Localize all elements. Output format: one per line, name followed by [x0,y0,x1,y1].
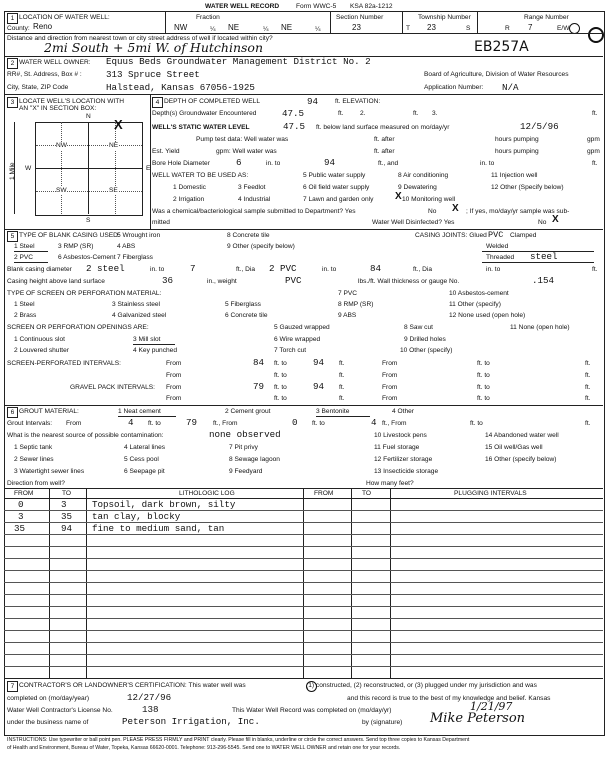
log-rule-line [4,654,603,655]
form-outer-border [4,11,605,736]
section-3-number: 3 [7,97,18,108]
quadrant-nw: NW [56,142,67,149]
chem-sample-label: Was a chemical/bacteriological sample submitted to Department? Yes [152,208,356,215]
grout-to-2: 4 [371,417,377,428]
section-number-label: Section Number [336,14,384,21]
screen-pvc: 7 PVC [338,290,358,297]
log-rule-line [4,546,603,547]
address-label: RR#, St. Address, Box # : [7,71,82,78]
grout-intervals-label: Grout Intervals: [7,420,53,427]
est-yield-label: Est. Yield [152,148,180,155]
casing-weight-value: PVC [285,275,302,286]
casing-pvc: 2 PVC [14,254,34,261]
distance-label: Distance and direction from nearest town or city street address of well if located within city? [7,35,273,42]
grout-from-2: 0 [292,417,298,428]
section-2-number: 2 [7,58,18,69]
record-date: 1/21/97 [470,700,513,713]
bore-depth: 94 [324,157,336,168]
distance-value: 2mi South + 5mi W. of Hutchinson [44,40,263,55]
log-row-from: 3 [18,511,24,522]
business-value: Peterson Irrigation, Inc. [122,716,260,727]
log-rule-line [4,606,603,607]
location-label: LOCATION OF WATER WELL: [19,14,110,21]
gravel-interval-to: 94 [313,381,325,392]
section-5-number: 5 [7,231,18,242]
section-4-number: 4 [152,97,163,108]
quadrant-se: SE [109,187,118,194]
log-row-description: fine to medium sand, tan [92,523,225,534]
gauge-value: .154 [532,275,555,286]
groundwater-1: 47.5 [282,108,305,119]
county-value: Reno [33,22,53,31]
chem-no-mark: X [452,203,459,214]
casing-steel: 1 Steel [14,243,35,250]
diameter-1: 2 steel [86,263,125,274]
contamination-value: none observed [209,429,281,440]
disinfected-no-mark: X [552,214,559,225]
disinfected-label: Water Well Disinfected? Yes [372,219,455,226]
instructions-line-1: INSTRUCTIONS: Use typewriter or ball point pen. PLEASE PRESS FIRMLY and PRINT clearly. Please fill in blanks, underline or circle the correct answers. Send top three copies to Kansas Department [7,737,470,743]
section-1-number: 1 [7,13,18,24]
section-box [35,122,143,216]
direction-label: Direction from well? [7,480,65,487]
owner-label: WATER WELL OWNER: [19,59,91,66]
log-row-from: 35 [14,523,26,534]
use-monitoring: 10 Monitoring well [402,196,456,203]
how-many-feet-label: How many feet? [366,480,414,487]
use-monitoring-mark: X [395,191,402,202]
compass-w: W [25,165,32,172]
groundwater-label: Depth(s) Groundwater Encountered [152,110,257,117]
log-header-to-2: TO [362,490,372,497]
static-date: 12/5/96 [520,121,559,132]
section-number-value: 23 [352,23,361,32]
log-header-from: FROM [14,490,34,497]
certification-label: CONTRACTOR'S OR LANDOWNER'S CERTIFICATION: This water well was [19,682,246,689]
quadrant-sw: SW [56,187,67,194]
instructions-line-2: of Health and Environment, Bureau of Water, Topeka, Kansas 66620-0001. Telephone: 913-296-5545. Send one to WATER WELL OWNER and retain one for your records. [7,745,401,751]
grout-material-label: GROUT MATERIAL: [19,408,79,415]
log-rule-line [4,582,603,583]
casing-type-label: TYPE OF BLANK CASING USED: [19,232,120,239]
log-rule-line [4,594,603,595]
opening-mill-slot: 3 Mill slot [133,336,161,343]
water-well-record-form: WATER WELL RECORD Form WWC-5 KSA 82a-1212 1 LOCATION OF WATER WELL: County: Reno Fraction NW ¼ NE ¼ NE ¼ Section Number 23 Township Number T 23 S Range Number R 7 E/W Distance and direction from nearest town or city street address of well if located within city? 2mi South + 5mi W. of Hutchinson EB257A 2 WATER WELL OWNER: Equus Beds Groundwater Management District No. 2 RR#, St. Address, Box # : 313 Spruce Street Board of Agriculture, Division of Water Resources City, State, ZIP Code Halstead, Kansas 67056-1925 Application Number: N/A 3 LOCATE WELL'S LOCATION WITH AN "X" IN SECTION BOX: N S W E 1 Mile NW NE SW SE X 4 DEPTH OF COMPLETED WELL 94 ft. ELEVATION: Depth(s) Groundwater Encountered 47.5 ft. 2. ft. 3. ft. WELL'S STATIC WATER LEVEL 47.5 ft. below land surface measured on mo/day/yr 12/5/96 Pump test data: Well water was ft. after hours pumping gpm Est. Yield gpm: Well water was ft. after hours pumping gpm Bore Hole Diameter 6 in. to 94 ft., and in. to ft. WELL WATER TO BE USED AS: 5 Public water supply 8 Air conditioning 11 Injection well 1 Domestic 3 Feedlot 6 Oil field water supply 9 Dewatering 12 Other (Specify below) 2 Irrigation 4 Industrial 7 Lawn and garden only 10 Monitoring well X Was a chemical/bacteriological sample submitted to Department? Yes No X ; If yes, mo/day/yr sample was sub- mitted Water Well Disinfected? Yes No X 5 TYPE OF BLANK CASING USED: 5 Wrought iron 8 Concrete tile CASING JOINTS: Glued PVC Clamped 1 Steel 3 RMP (SR) 4 ABS 9 Other (specify below) Welded 2 PVC 6 Asbestos-Cement 7 Fiberglass Threaded steel Blank casing diameter 2 steel in. to 7 ft., Dia 2 PVC in. to 84 ft., Dia in. to ft. Casing height above land surface 36 in., weight PVC lbs./ft. Wall thickness or gauge No. .154 TYPE OF SCREEN OR PERFORATION MATERIAL: 7 PVC 10 Asbestos-cement 1 Steel 3 Stainless steel 5 Fiberglass 8 RMP (SR) 11 Other (specify) 2 Brass 4 Galvanized steel 6 Concrete tile 9 ABS 12 None used (open hole) SCREEN OR PERFORATION OPENINGS ARE: 5 Gauzed wrapped 8 Saw cut 11 None (open hole) 1 Continuous slot 3 Mill slot 6 Wire wrapped 9 Drilled holes 2 Louvered shutter 4 Key punched 7 Torch cut 10 Other (specify) SCREEN-PERFORATED INTERVALS: From 84 ft. to 94 ft. From ft. to ft. From ft. to ft. From ft. to ft. GRAVEL PACK INTERVALS: From 79 ft. to 94 ft. From ft. to ft. From ft. to ft. From ft. to ft. 6 GROUT MATERIAL: 1 Neat cement 2 Cement grout 3 Bentonite 4 Other Grout Intervals: From 4 ft. to 79 ft., From 0 ft. to 4 ft., From ft. to ft. What is the nearest source of possible contamination: none observed 10 Livestock pens 14 Abandoned water well 1 Septic tank 4 Lateral lines 7 Pit privy 11 Fuel storage 15 Oil well/Gas well 2 Sewer lines 5 Cess pool 8 Sewage lagoon 12 Fertilizer storage 16 Other (specify below) 3 Watertight sewer lines 6 Seepage pit 9 Feedyard 13 Insecticide storage Direction from well? How many feet? FROM TO LITHOLOGIC LOG FROM TO PLUGGING INTERVALS 0 3 Topsoil, dark brown, silty 3 35 tan clay, blocky 35 94 fine to medium sand, tan 7 CONTRACTOR'S OR LANDOWNER'S CERTIFICATION: This water well was (1) constructed, (2) reconstructed, or (3) plugged under my jurisdiction and was completed on (mo/day/year) 12/27/96 and this record is true to the best of my knowledge and belief. Kansas Water Well Contractor's License No. 138 This Water Well Record was completed on (mo/day/yr) 1/21/97 under the business name of Peterson Irrigation, Inc. by (signature) Mike Peterson INSTRUCTIONS: Use typewriter or ball point pen. PLEASE PRESS FIRMLY and PRINT clearly. Please fill in blanks, underline or circle the correct answers. Send top three copies to Kansas Department of Health and Environment, Bureau of Water, Topeka, Kansas 66620-0001. Telephone: 913-296-5545. Send one to WATER WELL OWNER and retain one for your records. [0,0,611,761]
township-label: Township Number [418,14,471,21]
diameter-2: 2 PVC [269,263,297,274]
log-header-lithologic: LITHOLOGIC LOG [179,490,235,497]
business-label: under the business name of [7,719,89,726]
screen-type-label: TYPE OF SCREEN OR PERFORATION MATERIAL: [7,290,162,297]
contamination-label: What is the nearest source of possible contamination: [7,432,164,439]
ksa-number: KSA 82a-1212 [350,3,393,10]
log-row-to: 3 [61,499,67,510]
log-row-to: 35 [61,511,73,522]
log-rule-line [4,630,603,631]
static-value: 47.5 [283,121,306,132]
license-value: 138 [142,704,159,715]
log-row-to: 94 [61,523,73,534]
log-rule-line [4,666,603,667]
compass-e: E [146,165,151,172]
log-header-plugging: PLUGGING INTERVALS [454,490,527,497]
fraction-label: Fraction [196,14,220,21]
depth-value: 94 [307,96,319,107]
depth-label: DEPTH OF COMPLETED WELL [164,98,260,105]
city-label: City, State, ZIP Code [7,84,69,91]
range-label: Range Number [524,14,569,21]
application-value: N/A [502,82,519,93]
log-rule-line [4,534,603,535]
license-label: Water Well Contractor's License No. [7,707,113,714]
screen-interval-to: 94 [313,357,325,368]
grout-to-1: 79 [186,417,198,428]
section-7-number: 7 [7,681,18,692]
use-label: WELL WATER TO BE USED AS: [152,172,249,179]
pump-test-label: Pump test data: Well water was [196,136,289,143]
quadrant-ne: NE [109,142,119,149]
log-row-description: Topsoil, dark brown, silty [92,499,236,510]
range-value: 7 [528,23,533,32]
bore-hole-label: Bore Hole Diameter [152,160,210,167]
log-row-description: tan clay, blocky [92,511,181,522]
log-header-from-2: FROM [314,490,334,497]
section-6-number: 6 [7,407,18,418]
static-label: WELL'S STATIC WATER LEVEL [152,124,250,131]
range-ew: E/W [557,25,570,32]
eb-number: EB257A [474,39,529,55]
joints-glued-value: PVC [488,230,504,240]
owner-value: Equus Beds Groundwater Management District No. 2 [106,56,371,67]
log-rule-line [4,618,603,619]
mile-label: 1 Mile [9,162,16,180]
township-value: 23 [427,23,436,32]
grout-from-1: 4 [128,417,134,428]
fraction-3: NE [281,23,293,32]
signature: Mike Peterson [430,711,526,726]
casing-height-value: 36 [162,275,174,286]
casing-joints-label: CASING JOINTS: Glued [415,232,487,239]
casing-height-label: Casing height above land surface [7,278,105,285]
screen-intervals-label: SCREEN-PERFORATED INTERVALS: [7,360,121,367]
diameter-2-to: 84 [370,263,382,274]
gravel-interval-from: 79 [253,381,265,392]
diameter-1-to: 7 [190,263,196,274]
locate-label: LOCATE WELL'S LOCATION WITH [19,98,125,105]
compass-n: N [86,113,91,120]
grout-neat-cement: 1 Neat cement [118,408,161,415]
address-value: 313 Spruce Street [106,69,200,80]
bore-diameter: 6 [236,157,242,168]
application-label: Application Number: [424,84,484,91]
grout-bentonite: 3 Bentonite [316,408,350,415]
log-rule-line [4,558,603,559]
blank-diameter-label: Blank casing diameter [7,266,72,273]
board-text: Board of Agriculture, Division of Water Resources [424,71,569,78]
corner-mark [588,27,604,43]
form-number: Form WWC-5 [296,3,337,10]
log-rule-line [4,570,603,571]
joints-threaded-value: steel [530,251,558,262]
completed-label: completed on (mo/day/year) [7,695,90,702]
gravel-intervals-label: GRAVEL PACK INTERVALS: [70,384,156,391]
form-title: WATER WELL RECORD [205,3,280,10]
county-label: County: [7,25,30,32]
log-row-from: 0 [18,499,24,510]
log-header-to: TO [62,490,72,497]
city-value: Halstead, Kansas 67056-1925 [106,82,255,93]
screen-interval-from: 84 [253,357,265,368]
fraction-2: NE [228,23,240,32]
log-rule-line [4,642,603,643]
openings-label: SCREEN OR PERFORATION OPENINGS ARE: [7,324,149,331]
compass-s: S [86,217,91,224]
completed-date: 12/27/96 [127,692,172,703]
well-location-mark: X [114,117,123,132]
fraction-1: NW [174,23,188,32]
